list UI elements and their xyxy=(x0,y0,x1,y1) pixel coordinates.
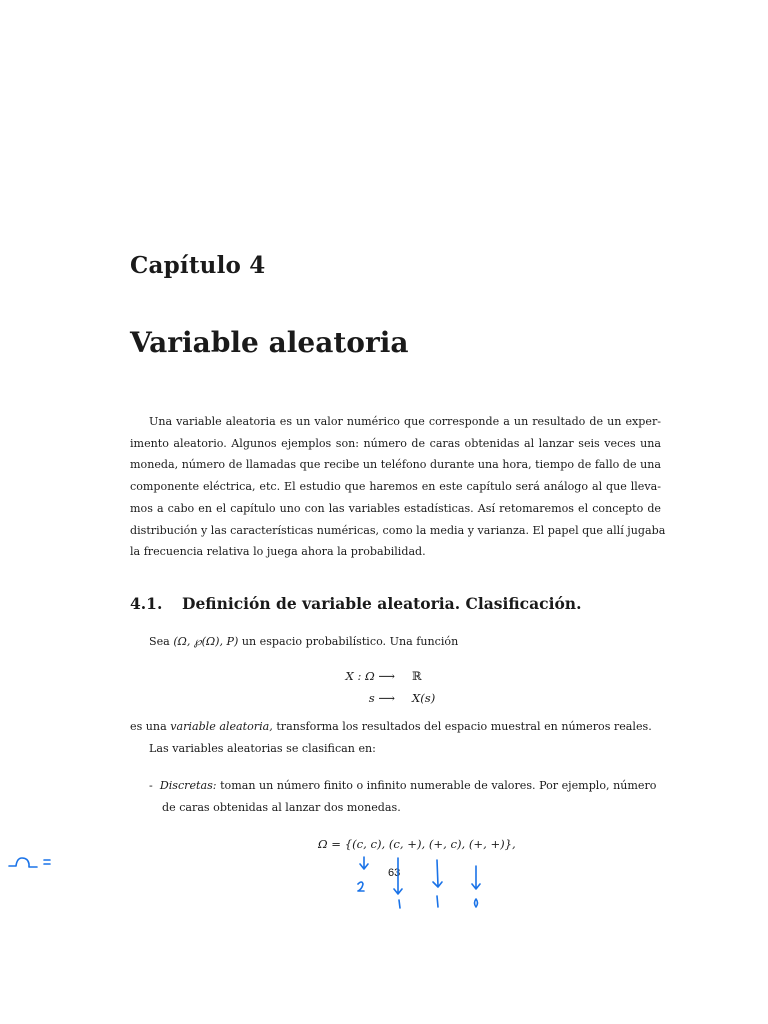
map-line1-right: ℝ xyxy=(412,669,422,683)
map-line2-right: X(s) xyxy=(412,691,436,705)
intro-line: mos a cabo en el capítulo uno con las variables estadísticas. Así retomaremos el concepto de xyxy=(130,501,661,515)
followup-emphasis: variable aleatoria, xyxy=(170,720,273,733)
definition-sea-suffix: un espacio probabilístico. Una función xyxy=(241,635,459,648)
intro-line: imento aleatorio. Algunos ejemplos son: número de caras obtenidas al lanzar seis veces una xyxy=(130,436,661,450)
margin-omega-scribble xyxy=(9,858,37,867)
arrow-3-icon xyxy=(433,860,442,887)
arrow-2-icon xyxy=(394,858,402,894)
chapter-label: Capítulo 4 xyxy=(130,252,266,279)
list-bullet: - xyxy=(149,779,153,792)
map-line2-left: s ⟶ xyxy=(368,691,395,705)
classification-intro: Las variables aleatorias se clasifican en: xyxy=(149,742,376,755)
page-number: 63 xyxy=(388,867,401,879)
arrow-4-icon xyxy=(472,866,480,889)
list-text-line1: toman un número finito o infinito numerable de valores. Por ejemplo, número xyxy=(220,779,657,792)
followup-prefix: es una xyxy=(130,720,167,733)
digit-1-mark-b xyxy=(437,896,438,907)
definition-sea: Sea xyxy=(149,635,170,648)
intro-line: distribución y las características numéricas, como la media y varianza. El papel que allí jugaba xyxy=(130,523,666,537)
list-text-line2: de caras obtenidas al lanzar dos monedas. xyxy=(162,801,401,814)
omega-equation: Ω = {(c, c), (c, +), (+, c), (+, +)}, xyxy=(318,837,516,851)
intro-line: Una variable aleatoria es un valor numérico que corresponde a un resultado de un exper- xyxy=(149,415,661,428)
section-number: 4.1. xyxy=(130,594,163,613)
map-line1-left: X : Ω ⟶ xyxy=(345,669,395,683)
arrow-1-icon xyxy=(360,857,368,869)
followup-suffix: transforma los resultados del espacio muestral en números reales. xyxy=(276,720,652,733)
probability-space: (Ω, ℘(Ω), P) xyxy=(173,635,239,648)
list-term: Discretas: xyxy=(159,779,217,792)
intro-line: moneda, número de llamadas que recibe un teléfono durante una hora, tiempo de fallo de una xyxy=(130,458,661,472)
chapter-title: Variable aleatoria xyxy=(130,326,409,359)
digit-0-mark xyxy=(475,899,478,907)
digit-2-mark xyxy=(358,882,364,891)
intro-line: componente eléctrica, etc. El estudio que haremos en este capítulo será análogo al que lleva- xyxy=(130,480,661,494)
intro-line: la frecuencia relativa lo juega ahora la probabilidad. xyxy=(130,545,426,559)
digit-1-mark-a xyxy=(399,900,400,908)
section-title: Definición de variable aleatoria. Clasificación. xyxy=(182,594,582,613)
